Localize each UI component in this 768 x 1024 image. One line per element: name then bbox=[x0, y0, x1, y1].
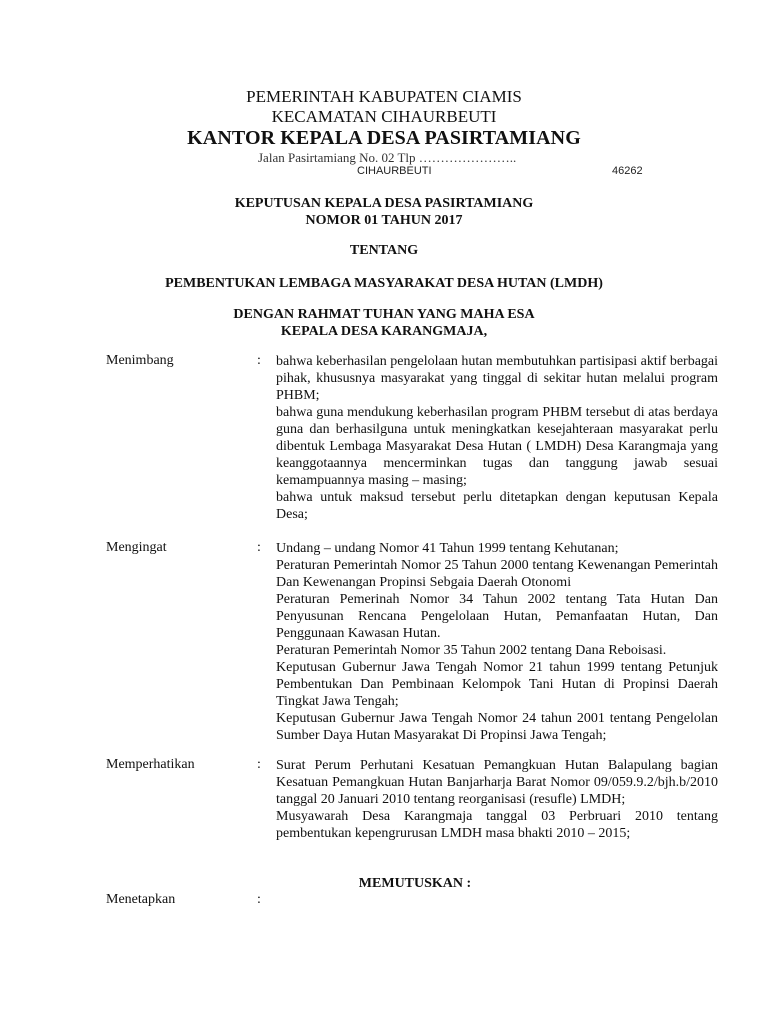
rahmat-line: DENGAN RAHMAT TUHAN YANG MAHA ESA bbox=[233, 307, 535, 322]
menimbang-colon: : bbox=[257, 353, 261, 368]
menimbang-label: Menimbang bbox=[106, 353, 174, 368]
mengingat-label: Mengingat bbox=[106, 540, 167, 555]
memutuskan-heading: MEMUTUSKAN : bbox=[358, 876, 472, 891]
menimbang-list bbox=[276, 353, 718, 523]
mengingat-item: Undang – undang Nomor 41 Tahun 1999 tentang Kehutanan; bbox=[276, 541, 619, 556]
memperhatikan-label: Memperhatikan bbox=[106, 757, 195, 772]
kepala-line: KEPALA DESA KARANGMAJA, bbox=[280, 324, 488, 339]
menimbang-item: bahwa guna mendukung keberhasilan program PHBM tersebut di atas berdaya guna dan berhasilguna untuk meningkatkan kesejahteraan masyarakat perlu dibentuk Lembaga Masyarakat Desa Hutan ( LMDH) Desa Karangmaja yang keanggotaannya mencerminkan tugas dan tanggung jawab sesuai kemampuannya masing – masing; bbox=[276, 405, 718, 488]
memperhatikan-item: Surat Perum Perhutani Kesatuan Pemangkuan Hutan Balapulang bagian Kesatuan Pemangkuan Hutan Banjarharja Barat Nomor 09/059.9.2/bjh.b/2010 tanggal 20 Januari 2010 tentang reorganisasi (resufle) LMDH; bbox=[276, 758, 718, 807]
decree-subject: PEMBENTUKAN LEMBAGA MASYARAKAT DESA HUTAN (LMDH) bbox=[165, 276, 603, 291]
decree-title: KEPUTUSAN KEPALA DESA PASIRTAMIANG bbox=[234, 196, 534, 211]
menimbang-item: bahwa untuk maksud tersebut perlu ditetapkan dengan keputusan Kepala Desa; bbox=[276, 490, 718, 522]
menetapkan-label: Menetapkan bbox=[106, 892, 176, 907]
office-address: Jalan Pasirtamiang No. 02 Tlp ………………….. bbox=[258, 150, 517, 165]
mengingat-item: Peraturan Pemerintah Nomor 25 Tahun 2000 tentang Kewenangan Pemerintah Dan Kewenangan Propinsi Sebgaia Daerah Otonomi bbox=[276, 558, 718, 590]
mengingat-list bbox=[276, 540, 718, 744]
memperhatikan-list bbox=[276, 757, 718, 842]
government-name: PEMERINTAH KABUPATEN CIAMIS bbox=[246, 87, 522, 106]
mengingat-item: Keputusan Gubernur Jawa Tengah Nomor 24 tahun 2001 tentang Pengelolan Sumber Daya Hutan Masyarakat Di Propinsi Jawa Tengah; bbox=[276, 711, 718, 743]
menetapkan-colon: : bbox=[257, 892, 261, 907]
tentang-heading: TENTANG bbox=[349, 243, 419, 258]
memperhatikan-item: Musyawarah Desa Karangmaja tanggal 03 Perbruari 2010 tentang pembentukan kepengrurusan LMDH masa bhakti 2010 – 2015; bbox=[276, 809, 718, 841]
postal-code: 46262 bbox=[612, 165, 643, 177]
mengingat-item: Peraturan Pemerintah Nomor 35 Tahun 2002 tentang Dana Reboisasi. bbox=[276, 643, 667, 658]
mengingat-item: Peraturan Pemerinah Nomor 34 Tahun 2002 tentang Tata Hutan Dan Penyusunan Rencana Pengelolaan Hutan, Pemanfaatan Hutan, Dan Penggunaan Kawasan Hutan. bbox=[276, 592, 718, 641]
kecamatan-name: KECAMATAN CIHAURBEUTI bbox=[271, 107, 497, 126]
memperhatikan-colon: : bbox=[257, 757, 261, 772]
office-name: KANTOR KEPALA DESA PASIRTAMIANG bbox=[187, 127, 581, 149]
menimbang-item: bahwa keberhasilan pengelolaan hutan membutuhkan partisipasi aktif berbagai pihak, khususnya masyarakat yang tinggal di sekitar hutan melalui program PHBM; bbox=[276, 354, 719, 403]
office-city: CIHAURBEUTI bbox=[357, 165, 432, 177]
mengingat-item: Keputusan Gubernur Jawa Tengah Nomor 21 tahun 1999 tentang Petunjuk Pembentukan Dan Pembinaan Kelompok Tani Hutan di Propinsi Daerah Tingkat Jawa Tengah; bbox=[276, 660, 718, 709]
mengingat-colon: : bbox=[257, 540, 261, 555]
decree-number: NOMOR 01 TAHUN 2017 bbox=[305, 213, 463, 228]
